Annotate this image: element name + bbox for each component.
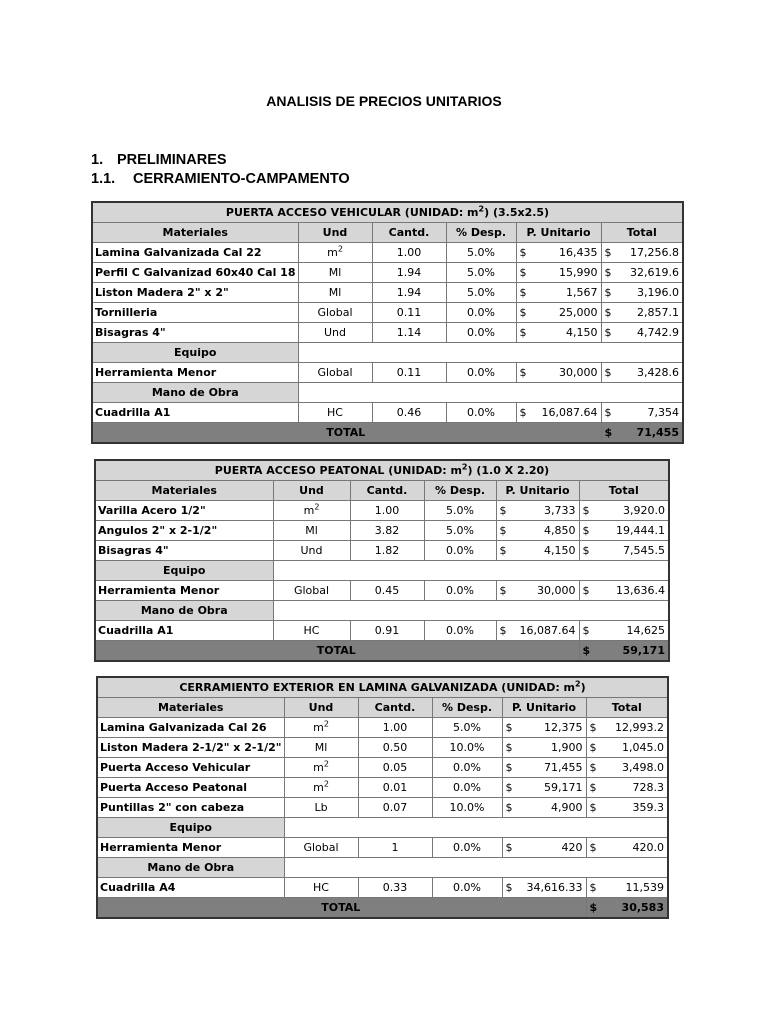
column-header: Materiales — [97, 698, 284, 718]
item-total — [586, 758, 668, 778]
column-header-row — [95, 481, 669, 501]
column-header: Und — [284, 698, 358, 718]
superscript: 2 — [337, 243, 343, 253]
item-unit-price — [502, 758, 586, 778]
item-unit: $m^2$ — [273, 501, 350, 521]
table-row — [97, 758, 668, 778]
item-name: Angulos 2" x 2-1/2" — [95, 521, 273, 541]
item-unit-price — [496, 501, 579, 521]
currency-sign: $ — [505, 740, 513, 754]
column-header: Und — [273, 481, 350, 501]
table-title-row — [95, 460, 669, 481]
item-quantity: 0.33 — [358, 878, 432, 898]
item-unit: HC — [273, 621, 350, 641]
item-unit-price — [502, 738, 586, 758]
item-quantity: 0.01 — [358, 778, 432, 798]
category-label: Equipo — [92, 343, 298, 363]
item-unit: Und — [273, 541, 350, 561]
item-quantity: 1.82 — [350, 541, 424, 561]
item-waste: 5.0% — [432, 718, 502, 738]
item-total-value: 2,857.1 — [637, 305, 679, 319]
table-title: CERRAMIENTO EXTERIOR EN LAMINA GALVANIZADA (UNIDAD: $m^2$) — [97, 677, 668, 698]
item-waste: 0.0% — [432, 878, 502, 898]
item-unit-price-value: 3,733 — [544, 503, 576, 517]
item-quantity: 1 — [358, 838, 432, 858]
item-unit-price-value: 420 — [561, 840, 583, 854]
equipment-category-row — [92, 343, 683, 363]
empty-cell — [284, 858, 668, 878]
table-row — [97, 798, 668, 818]
item-total-value: 13,636.4 — [616, 583, 665, 597]
item-waste: 5.0% — [424, 521, 496, 541]
item-total-value: 12,993.2 — [615, 720, 664, 734]
table-total-value: 30,583 — [621, 900, 664, 914]
category-label: Mano de Obra — [92, 383, 298, 403]
item-total — [579, 521, 669, 541]
superscript: 2 — [323, 778, 329, 788]
price-analysis-table — [96, 676, 669, 919]
table-row — [95, 541, 669, 561]
item-waste: 5.0% — [446, 243, 516, 263]
item-unit-price-value: 59,171 — [544, 780, 583, 794]
empty-cell — [298, 383, 683, 403]
currency-sign: $ — [604, 305, 612, 319]
item-quantity: 0.11 — [372, 363, 446, 383]
table-row — [92, 283, 683, 303]
item-total-value: 359.3 — [632, 800, 664, 814]
column-header: P. Unitario — [496, 481, 579, 501]
item-unit-price-value: 16,087.64 — [519, 623, 576, 637]
item-total — [601, 263, 683, 283]
table-row — [95, 581, 669, 601]
currency-sign: $ — [604, 265, 612, 279]
section-heading-1 — [91, 152, 227, 168]
section-title: CERRAMIENTO-CAMPAMENTO — [133, 171, 350, 187]
item-unit-price — [496, 521, 579, 541]
currency-sign: $ — [589, 780, 597, 794]
item-unit-price-value: 4,150 — [544, 543, 576, 557]
item-name: Puerta Acceso Peatonal — [97, 778, 284, 798]
item-total — [586, 718, 668, 738]
currency-sign: $ — [499, 583, 507, 597]
item-name: Puntillas 2" con cabeza — [97, 798, 284, 818]
item-unit-price-value: 4,900 — [551, 800, 583, 814]
item-unit-price — [516, 363, 601, 383]
table-total — [579, 641, 669, 662]
item-total-value: 11,539 — [625, 880, 664, 894]
column-header: % Desp. — [424, 481, 496, 501]
item-waste: 0.0% — [446, 363, 516, 383]
item-unit-price — [516, 303, 601, 323]
item-quantity: 0.50 — [358, 738, 432, 758]
currency-sign: $ — [604, 245, 612, 259]
item-waste: 10.0% — [432, 738, 502, 758]
table-row — [92, 243, 683, 263]
currency-sign: $ — [519, 405, 527, 419]
currency-sign: $ — [589, 800, 597, 814]
currency-sign: $ — [519, 285, 527, 299]
superscript: 2 — [314, 501, 320, 511]
table-row — [97, 878, 668, 898]
item-quantity: 1.00 — [350, 501, 424, 521]
category-label: Mano de Obra — [97, 858, 284, 878]
item-quantity: 0.11 — [372, 303, 446, 323]
item-unit: HC — [298, 403, 372, 423]
labor-category-row — [92, 383, 683, 403]
currency-sign: $ — [505, 880, 513, 894]
item-total-value: 32,619.6 — [630, 265, 679, 279]
item-unit-price — [516, 323, 601, 343]
item-total — [601, 323, 683, 343]
item-total-value: 3,196.0 — [637, 285, 679, 299]
table-row — [92, 363, 683, 383]
item-quantity: 1.94 — [372, 263, 446, 283]
item-total — [586, 738, 668, 758]
item-unit: $m^2$ — [284, 758, 358, 778]
item-name: Puerta Acceso Vehicular — [97, 758, 284, 778]
item-unit-price-value: 30,000 — [537, 583, 576, 597]
table-row — [92, 303, 683, 323]
category-label: Equipo — [95, 561, 273, 581]
item-waste: 0.0% — [424, 581, 496, 601]
item-total — [601, 243, 683, 263]
total-label: TOTAL — [97, 898, 586, 919]
table-row — [95, 521, 669, 541]
item-name: Tornilleria — [92, 303, 298, 323]
currency-sign: $ — [604, 325, 612, 339]
item-waste: 0.0% — [446, 323, 516, 343]
table-title: PUERTA ACCESO VEHICULAR (UNIDAD: $m^2$) (3.5x2.5) — [92, 202, 683, 223]
item-unit: Global — [284, 838, 358, 858]
currency-sign: $ — [499, 503, 507, 517]
column-header-row — [97, 698, 668, 718]
currency-sign: $ — [499, 523, 507, 537]
item-name: Varilla Acero 1/2" — [95, 501, 273, 521]
total-row — [95, 641, 669, 662]
item-unit-price-value: 34,616.33 — [526, 880, 583, 894]
item-unit: Und — [298, 323, 372, 343]
item-unit-price — [516, 403, 601, 423]
currency-sign: $ — [582, 523, 590, 537]
table-total — [601, 423, 683, 444]
empty-cell — [298, 343, 683, 363]
total-label: TOTAL — [95, 641, 579, 662]
item-quantity: 1.94 — [372, 283, 446, 303]
item-quantity: 0.07 — [358, 798, 432, 818]
item-unit: Ml — [273, 521, 350, 541]
item-unit: $m^2$ — [284, 718, 358, 738]
table-row — [92, 403, 683, 423]
currency-sign: $ — [505, 800, 513, 814]
item-total — [586, 878, 668, 898]
item-unit-price-value: 4,150 — [566, 325, 598, 339]
item-unit: $m^2$ — [298, 243, 372, 263]
item-name: Herramienta Menor — [95, 581, 273, 601]
column-header: % Desp. — [446, 223, 516, 243]
item-unit-price-value: 25,000 — [559, 305, 598, 319]
table-total-value: 59,171 — [622, 643, 665, 657]
currency-sign: $ — [519, 305, 527, 319]
item-name: Herramienta Menor — [92, 363, 298, 383]
item-unit-price-value: 1,567 — [566, 285, 598, 299]
item-total-value: 17,256.8 — [630, 245, 679, 259]
currency-sign: $ — [604, 425, 613, 439]
item-quantity: 0.46 — [372, 403, 446, 423]
item-total-value: 3,920.0 — [623, 503, 665, 517]
item-waste: 5.0% — [424, 501, 496, 521]
item-quantity: 0.45 — [350, 581, 424, 601]
item-quantity: 1.00 — [372, 243, 446, 263]
item-waste: 5.0% — [446, 263, 516, 283]
section-number: 1.1. — [91, 171, 116, 187]
item-waste: 0.0% — [424, 541, 496, 561]
superscript: 2 — [478, 203, 485, 213]
currency-sign: $ — [499, 543, 507, 557]
item-total — [579, 501, 669, 521]
item-total-value: 1,045.0 — [622, 740, 664, 754]
currency-sign: $ — [505, 840, 513, 854]
item-unit: HC — [284, 878, 358, 898]
item-waste: 10.0% — [432, 798, 502, 818]
item-total — [579, 581, 669, 601]
item-name: Cuadrilla A1 — [92, 403, 298, 423]
currency-sign: $ — [505, 720, 513, 734]
column-header: Cantd. — [358, 698, 432, 718]
item-unit-price — [496, 621, 579, 641]
category-label: Mano de Obra — [95, 601, 273, 621]
table-title: PUERTA ACCESO PEATONAL (UNIDAD: $m^2$) (1.0 X 2.20) — [95, 460, 669, 481]
currency-sign: $ — [499, 623, 507, 637]
table-row — [92, 323, 683, 343]
column-header: Cantd. — [350, 481, 424, 501]
column-header: % Desp. — [432, 698, 502, 718]
item-unit-price-value: 15,990 — [559, 265, 598, 279]
total-row — [97, 898, 668, 919]
equipment-category-row — [97, 818, 668, 838]
table-title-row — [92, 202, 683, 223]
item-name: Liston Madera 2-1/2" x 2-1/2" — [97, 738, 284, 758]
item-waste: 0.0% — [424, 621, 496, 641]
item-name: Herramienta Menor — [97, 838, 284, 858]
item-total-value: 4,742.9 — [637, 325, 679, 339]
item-total — [601, 303, 683, 323]
empty-cell — [273, 561, 669, 581]
currency-sign: $ — [589, 740, 597, 754]
labor-category-row — [95, 601, 669, 621]
empty-cell — [284, 818, 668, 838]
currency-sign: $ — [604, 285, 612, 299]
equipment-category-row — [95, 561, 669, 581]
item-unit: $m^2$ — [284, 778, 358, 798]
currency-sign: $ — [582, 583, 590, 597]
item-unit-price — [516, 263, 601, 283]
currency-sign: $ — [582, 643, 591, 657]
item-unit: Ml — [298, 283, 372, 303]
item-total-value: 3,428.6 — [637, 365, 679, 379]
empty-cell — [273, 601, 669, 621]
item-total — [601, 363, 683, 383]
currency-sign: $ — [505, 780, 513, 794]
item-unit-price — [502, 878, 586, 898]
column-header: Materiales — [92, 223, 298, 243]
currency-sign: $ — [519, 365, 527, 379]
currency-sign: $ — [589, 880, 597, 894]
item-quantity: 0.91 — [350, 621, 424, 641]
superscript: 2 — [575, 678, 581, 688]
column-header: P. Unitario — [516, 223, 601, 243]
superscript: 2 — [323, 718, 329, 728]
item-total — [601, 283, 683, 303]
column-header: Total — [579, 481, 669, 501]
currency-sign: $ — [519, 245, 527, 259]
item-quantity: 1.14 — [372, 323, 446, 343]
column-header: Cantd. — [372, 223, 446, 243]
labor-category-row — [97, 858, 668, 878]
currency-sign: $ — [582, 623, 590, 637]
currency-sign: $ — [519, 265, 527, 279]
item-unit-price — [502, 718, 586, 738]
total-row — [92, 423, 683, 444]
item-unit-price — [516, 243, 601, 263]
currency-sign: $ — [589, 840, 597, 854]
category-label: Equipo — [97, 818, 284, 838]
item-name: Bisagras 4" — [95, 541, 273, 561]
item-unit-price — [516, 283, 601, 303]
item-total-value: 7,545.5 — [623, 543, 665, 557]
item-name: Cuadrilla A1 — [95, 621, 273, 641]
column-header: P. Unitario — [502, 698, 586, 718]
table-row — [97, 738, 668, 758]
currency-sign: $ — [582, 543, 590, 557]
section-title: PRELIMINARES — [117, 152, 227, 168]
item-quantity: 1.00 — [358, 718, 432, 738]
table-row — [97, 718, 668, 738]
item-waste: 0.0% — [446, 303, 516, 323]
item-unit: Lb — [284, 798, 358, 818]
item-name: Lamina Galvanizada Cal 22 — [92, 243, 298, 263]
item-waste: 0.0% — [432, 838, 502, 858]
table-row — [95, 621, 669, 641]
currency-sign: $ — [604, 405, 612, 419]
item-total-value: 7,354 — [647, 405, 679, 419]
item-quantity: 3.82 — [350, 521, 424, 541]
item-unit-price — [502, 838, 586, 858]
table-row — [95, 501, 669, 521]
currency-sign: $ — [589, 760, 597, 774]
item-total-value: 19,444.1 — [616, 523, 665, 537]
total-label: TOTAL — [92, 423, 601, 444]
item-unit: Ml — [298, 263, 372, 283]
table-row — [97, 778, 668, 798]
currency-sign: $ — [519, 325, 527, 339]
item-unit-price — [502, 778, 586, 798]
item-total — [586, 838, 668, 858]
item-unit-price-value: 1,900 — [551, 740, 583, 754]
column-header: Total — [601, 223, 683, 243]
item-quantity: 0.05 — [358, 758, 432, 778]
item-name: Lamina Galvanizada Cal 26 — [97, 718, 284, 738]
column-header-row — [92, 223, 683, 243]
item-total-value: 728.3 — [632, 780, 664, 794]
section-heading-1-1 — [91, 171, 350, 187]
item-unit: Ml — [284, 738, 358, 758]
item-unit: Global — [298, 363, 372, 383]
item-unit-price-value: 12,375 — [544, 720, 583, 734]
item-total — [586, 778, 668, 798]
item-waste: 0.0% — [432, 778, 502, 798]
item-waste: 5.0% — [446, 283, 516, 303]
item-unit-price-value: 30,000 — [559, 365, 598, 379]
table-row — [92, 263, 683, 283]
superscript: 2 — [461, 461, 468, 471]
item-unit-price-value: 4,850 — [544, 523, 576, 537]
column-header: Materiales — [95, 481, 273, 501]
item-name: Cuadrilla A4 — [97, 878, 284, 898]
currency-sign: $ — [589, 900, 598, 914]
item-name: Perfil C Galvanizad 60x40 Cal 18 — [92, 263, 298, 283]
table-total — [586, 898, 668, 919]
currency-sign: $ — [505, 760, 513, 774]
table-row — [97, 838, 668, 858]
item-total-value: 14,625 — [626, 623, 665, 637]
table-title-row — [97, 677, 668, 698]
item-name: Bisagras 4" — [92, 323, 298, 343]
item-unit-price — [496, 541, 579, 561]
item-total-value: 420.0 — [632, 840, 664, 854]
item-unit: Global — [298, 303, 372, 323]
currency-sign: $ — [604, 365, 612, 379]
document-title: ANALISIS DE PRECIOS UNITARIOS — [266, 93, 502, 109]
column-header: Und — [298, 223, 372, 243]
item-unit-price-value: 71,455 — [544, 760, 583, 774]
section-number: 1. — [91, 152, 104, 168]
price-analysis-table — [91, 201, 684, 444]
item-unit-price-value: 16,087.64 — [541, 405, 598, 419]
item-waste: 0.0% — [446, 403, 516, 423]
item-total — [586, 798, 668, 818]
item-total-value: 3,498.0 — [622, 760, 664, 774]
item-name: Liston Madera 2" x 2" — [92, 283, 298, 303]
item-total — [579, 621, 669, 641]
item-waste: 0.0% — [432, 758, 502, 778]
superscript: 2 — [323, 758, 329, 768]
item-unit-price-value: 16,435 — [559, 245, 598, 259]
item-total — [601, 403, 683, 423]
item-unit-price — [502, 798, 586, 818]
item-unit-price — [496, 581, 579, 601]
item-unit: Global — [273, 581, 350, 601]
item-total — [579, 541, 669, 561]
currency-sign: $ — [589, 720, 597, 734]
column-header: Total — [586, 698, 668, 718]
currency-sign: $ — [582, 503, 590, 517]
price-analysis-table — [94, 459, 670, 662]
table-total-value: 71,455 — [636, 425, 679, 439]
